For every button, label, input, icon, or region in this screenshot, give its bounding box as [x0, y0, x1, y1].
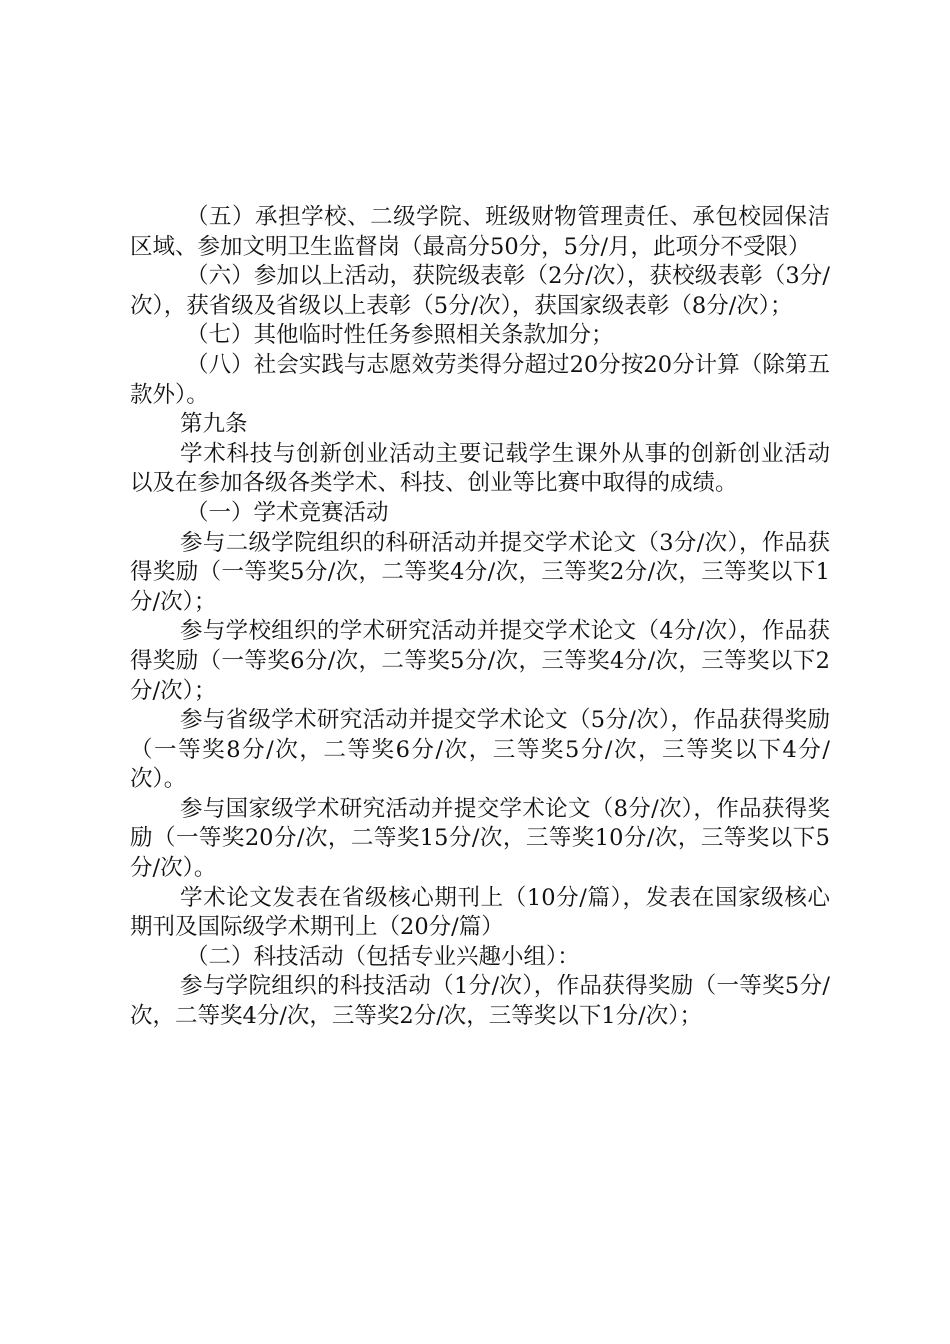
paragraph-school-research: 参与学校组织的学术研究活动并提交学术论文（4分/次），作品获得奖励（一等奖6分/次，二等奖5分/次，三等奖4分/次，三等奖以下2分/次）； — [130, 618, 830, 704]
paragraph-paper-publication: 学术论文发表在省级核心期刊上（10分/篇），发表在国家级核心期刊及国际级学术期刊上（20分/篇） — [130, 884, 830, 941]
paragraph-item-5: （五）承担学校、二级学院、班级财物管理责任、承包校园保洁区域、参加文明卫生监督岗（最高分50分，5分/月，此项分不受限） — [130, 204, 830, 260]
section-heading-tech: （二）科技活动（包括专业兴趣小组）： — [186, 943, 580, 970]
paragraph-item-6: （六）参加以上活动，获院级表彰（2分/次），获校级表彰（3分/次），获省级及省级以上表彰（5分/次），获国家级表彰（8分/次）； — [130, 263, 830, 319]
paragraph-college-research: 参与二级学院组织的科研活动并提交学术论文（3分/次），作品获得奖励（一等奖5分/次，二等奖4分/次，三等奖2分/次，三等奖以下1分/次）； — [130, 529, 830, 615]
paragraph-college-tech: 参与学院组织的科技活动（1分/次），作品获得奖励（一等奖5分/次，二等奖4分/次，三等奖2分/次，三等奖以下1分/次）； — [130, 973, 830, 1030]
paragraph-item-8: （八）社会实践与志愿效劳类得分超过20分按20分计算（除第五款外）。 — [130, 351, 830, 408]
article-heading: 第九条 — [180, 411, 248, 438]
section-heading-academic: （一）学术竞赛活动 — [186, 499, 389, 526]
document-page — [130, 203, 830, 1032]
paragraph-national-research: 参与国家级学术研究活动并提交学术论文（8分/次），作品获得奖励（一等奖20分/次，二等奖15分/次，三等奖10分/次，三等奖以下5分/次）。 — [130, 795, 830, 882]
paragraph-provincial-research: 参与省级学术研究活动并提交学术论文（5分/次），作品获得奖励（一等奖8分/次，二等奖6分/次，三等奖5分/次，三等奖以下4分/次）。 — [130, 707, 830, 793]
paragraph-item-7: （七）其他临时性任务参照相关条款加分； — [186, 322, 614, 349]
article-intro: 学术科技与创新创业活动主要记载学生课外从事的创新创业活动以及在参加各级各类学术、科技、创业等比赛中取得的成绩。 — [130, 440, 830, 497]
